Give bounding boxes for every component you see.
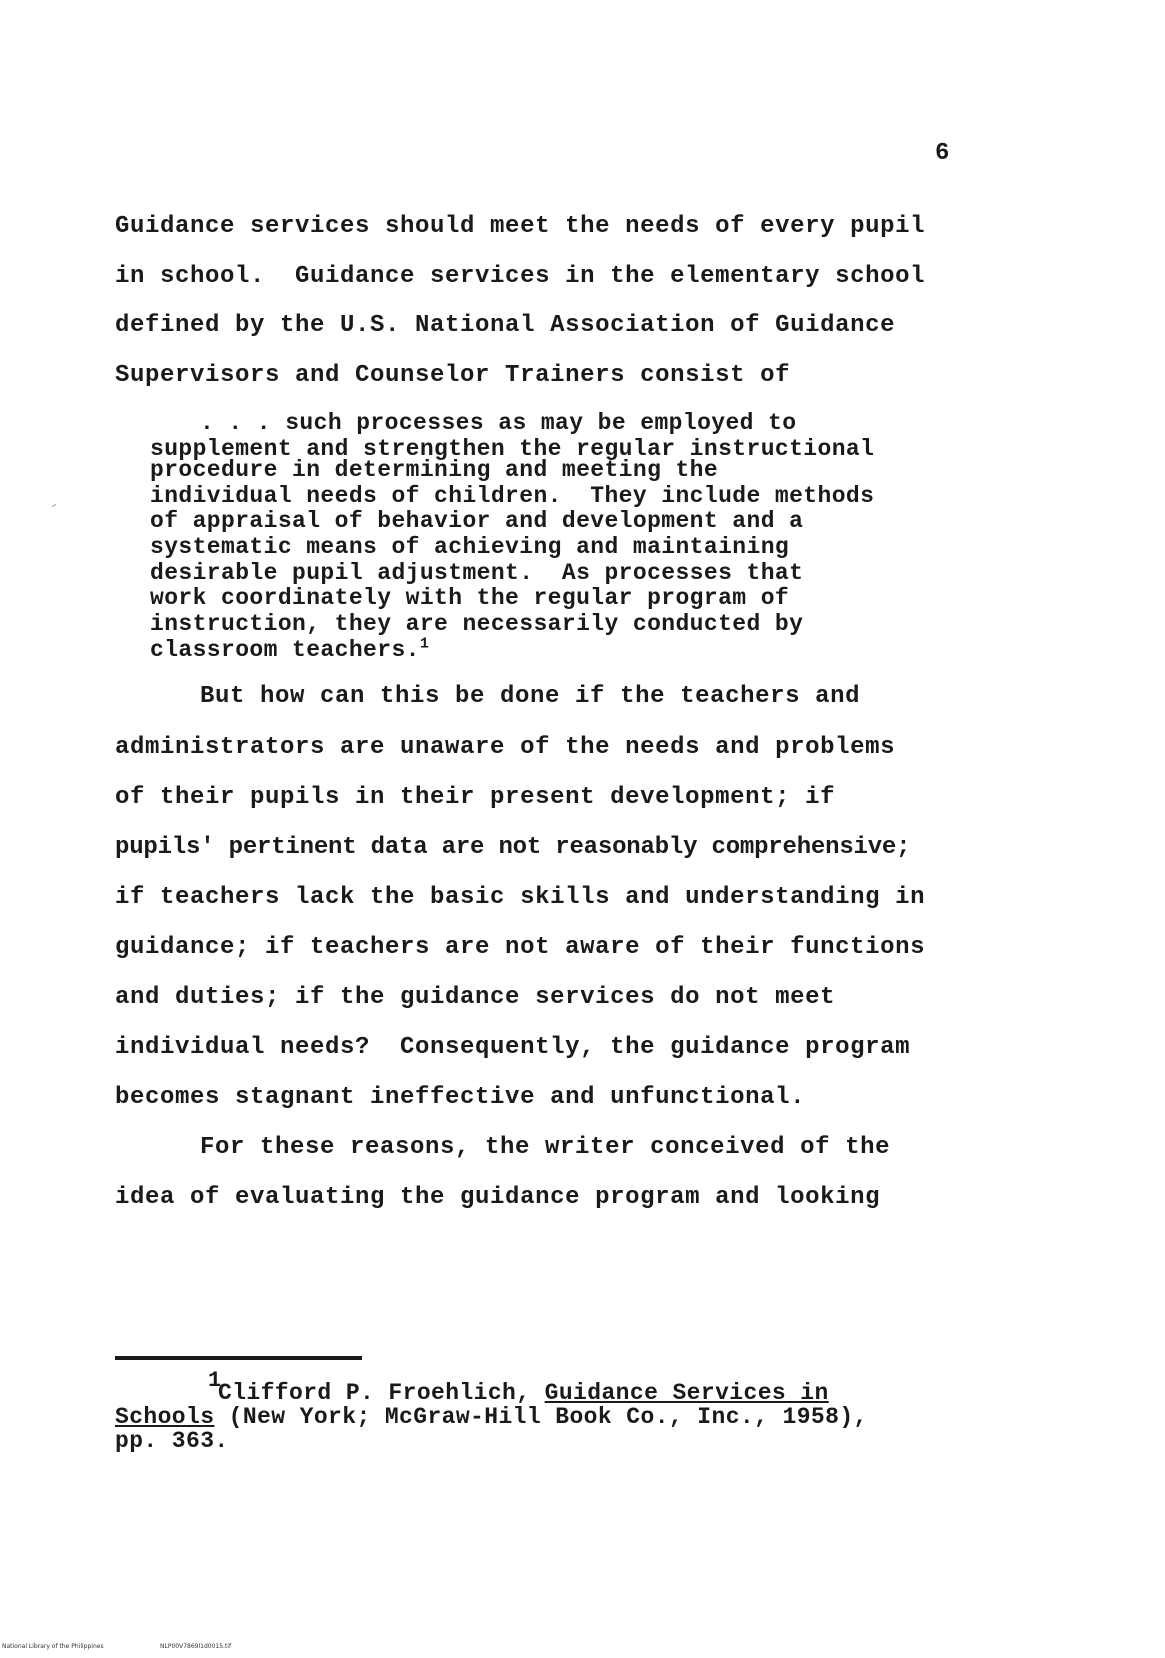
footnote-line-3: pp. 363. bbox=[115, 1428, 229, 1454]
footer-library: National Library of the Philippines bbox=[2, 1643, 104, 1650]
paragraph2-line-5: if teachers lack the basic skills and understanding in bbox=[115, 884, 926, 911]
footnote-reference: 1 bbox=[419, 635, 430, 653]
footnote-line-2 bbox=[115, 1404, 868, 1430]
paragraph2-line-1: But how can this be done if the teachers and bbox=[200, 683, 861, 710]
footnote-publication: (New York; McGraw-Hill Book Co., Inc., 1958), bbox=[214, 1404, 868, 1430]
paragraph3-line-2: idea of evaluating the guidance program and looking bbox=[115, 1184, 881, 1211]
quote-line-9: instruction, they are necessarily conducted by bbox=[150, 611, 804, 637]
paragraph1-line-3: defined by the U.S. National Association of Guidance bbox=[115, 312, 896, 339]
footnote-title-part1: Guidance Services in bbox=[544, 1380, 829, 1406]
paragraph1-line-1: Guidance services should meet the needs of every pupil bbox=[115, 213, 926, 240]
paragraph2-line-4: pupils' pertinent data are not reasonably comprehensive; bbox=[115, 834, 911, 861]
paragraph2-line-2: administrators are unaware of the needs and problems bbox=[115, 734, 896, 761]
paragraph3-line-1: For these reasons, the writer conceived of the bbox=[200, 1134, 891, 1161]
footnote-mark: 1 bbox=[208, 1368, 222, 1393]
quote-line-7: desirable pupil adjustment. As processes that bbox=[150, 560, 804, 586]
quote-line-10-text: classroom teachers. bbox=[150, 637, 420, 663]
paragraph2-line-9: becomes stagnant ineffective and unfunctional. bbox=[115, 1084, 806, 1111]
page-number: 6 bbox=[935, 140, 950, 167]
quote-line-6: systematic means of achieving and maintaining bbox=[150, 534, 790, 560]
footnote-title-part2: Schools bbox=[115, 1404, 215, 1430]
quote-line-2: supplement and strengthen the regular instructional bbox=[150, 436, 875, 462]
quote-line-3: procedure in determining and meeting the bbox=[150, 457, 719, 483]
paragraph2-line-6: guidance; if teachers are not aware of their functions bbox=[115, 934, 926, 961]
footnote-separator bbox=[115, 1356, 362, 1360]
quote-line-10 bbox=[150, 637, 429, 663]
footnote-line-1 bbox=[218, 1380, 829, 1406]
quote-line-5: of appraisal of behavior and development and a bbox=[150, 508, 804, 534]
paragraph1-line-2: in school. Guidance services in the elementary school bbox=[115, 263, 926, 290]
paragraph2-line-8: individual needs? Consequently, the guidance program bbox=[115, 1034, 911, 1061]
paragraph2-line-3: of their pupils in their present development; if bbox=[115, 784, 836, 811]
quote-line-4: individual needs of children. They include methods bbox=[150, 483, 875, 509]
paragraph2-line-7: and duties; if the guidance services do not meet bbox=[115, 984, 836, 1011]
quote-line-1: . . . such processes as may be employed to bbox=[200, 410, 797, 436]
quote-line-8: work coordinately with the regular program of bbox=[150, 585, 790, 611]
footnote-author: Clifford P. Froehlich, bbox=[218, 1380, 545, 1406]
paragraph1-line-4: Supervisors and Counselor Trainers consist of bbox=[115, 362, 791, 389]
footer-file-id: NLP00V7869l1d0015.tif bbox=[160, 1643, 232, 1650]
scan-artifact bbox=[52, 504, 56, 507]
